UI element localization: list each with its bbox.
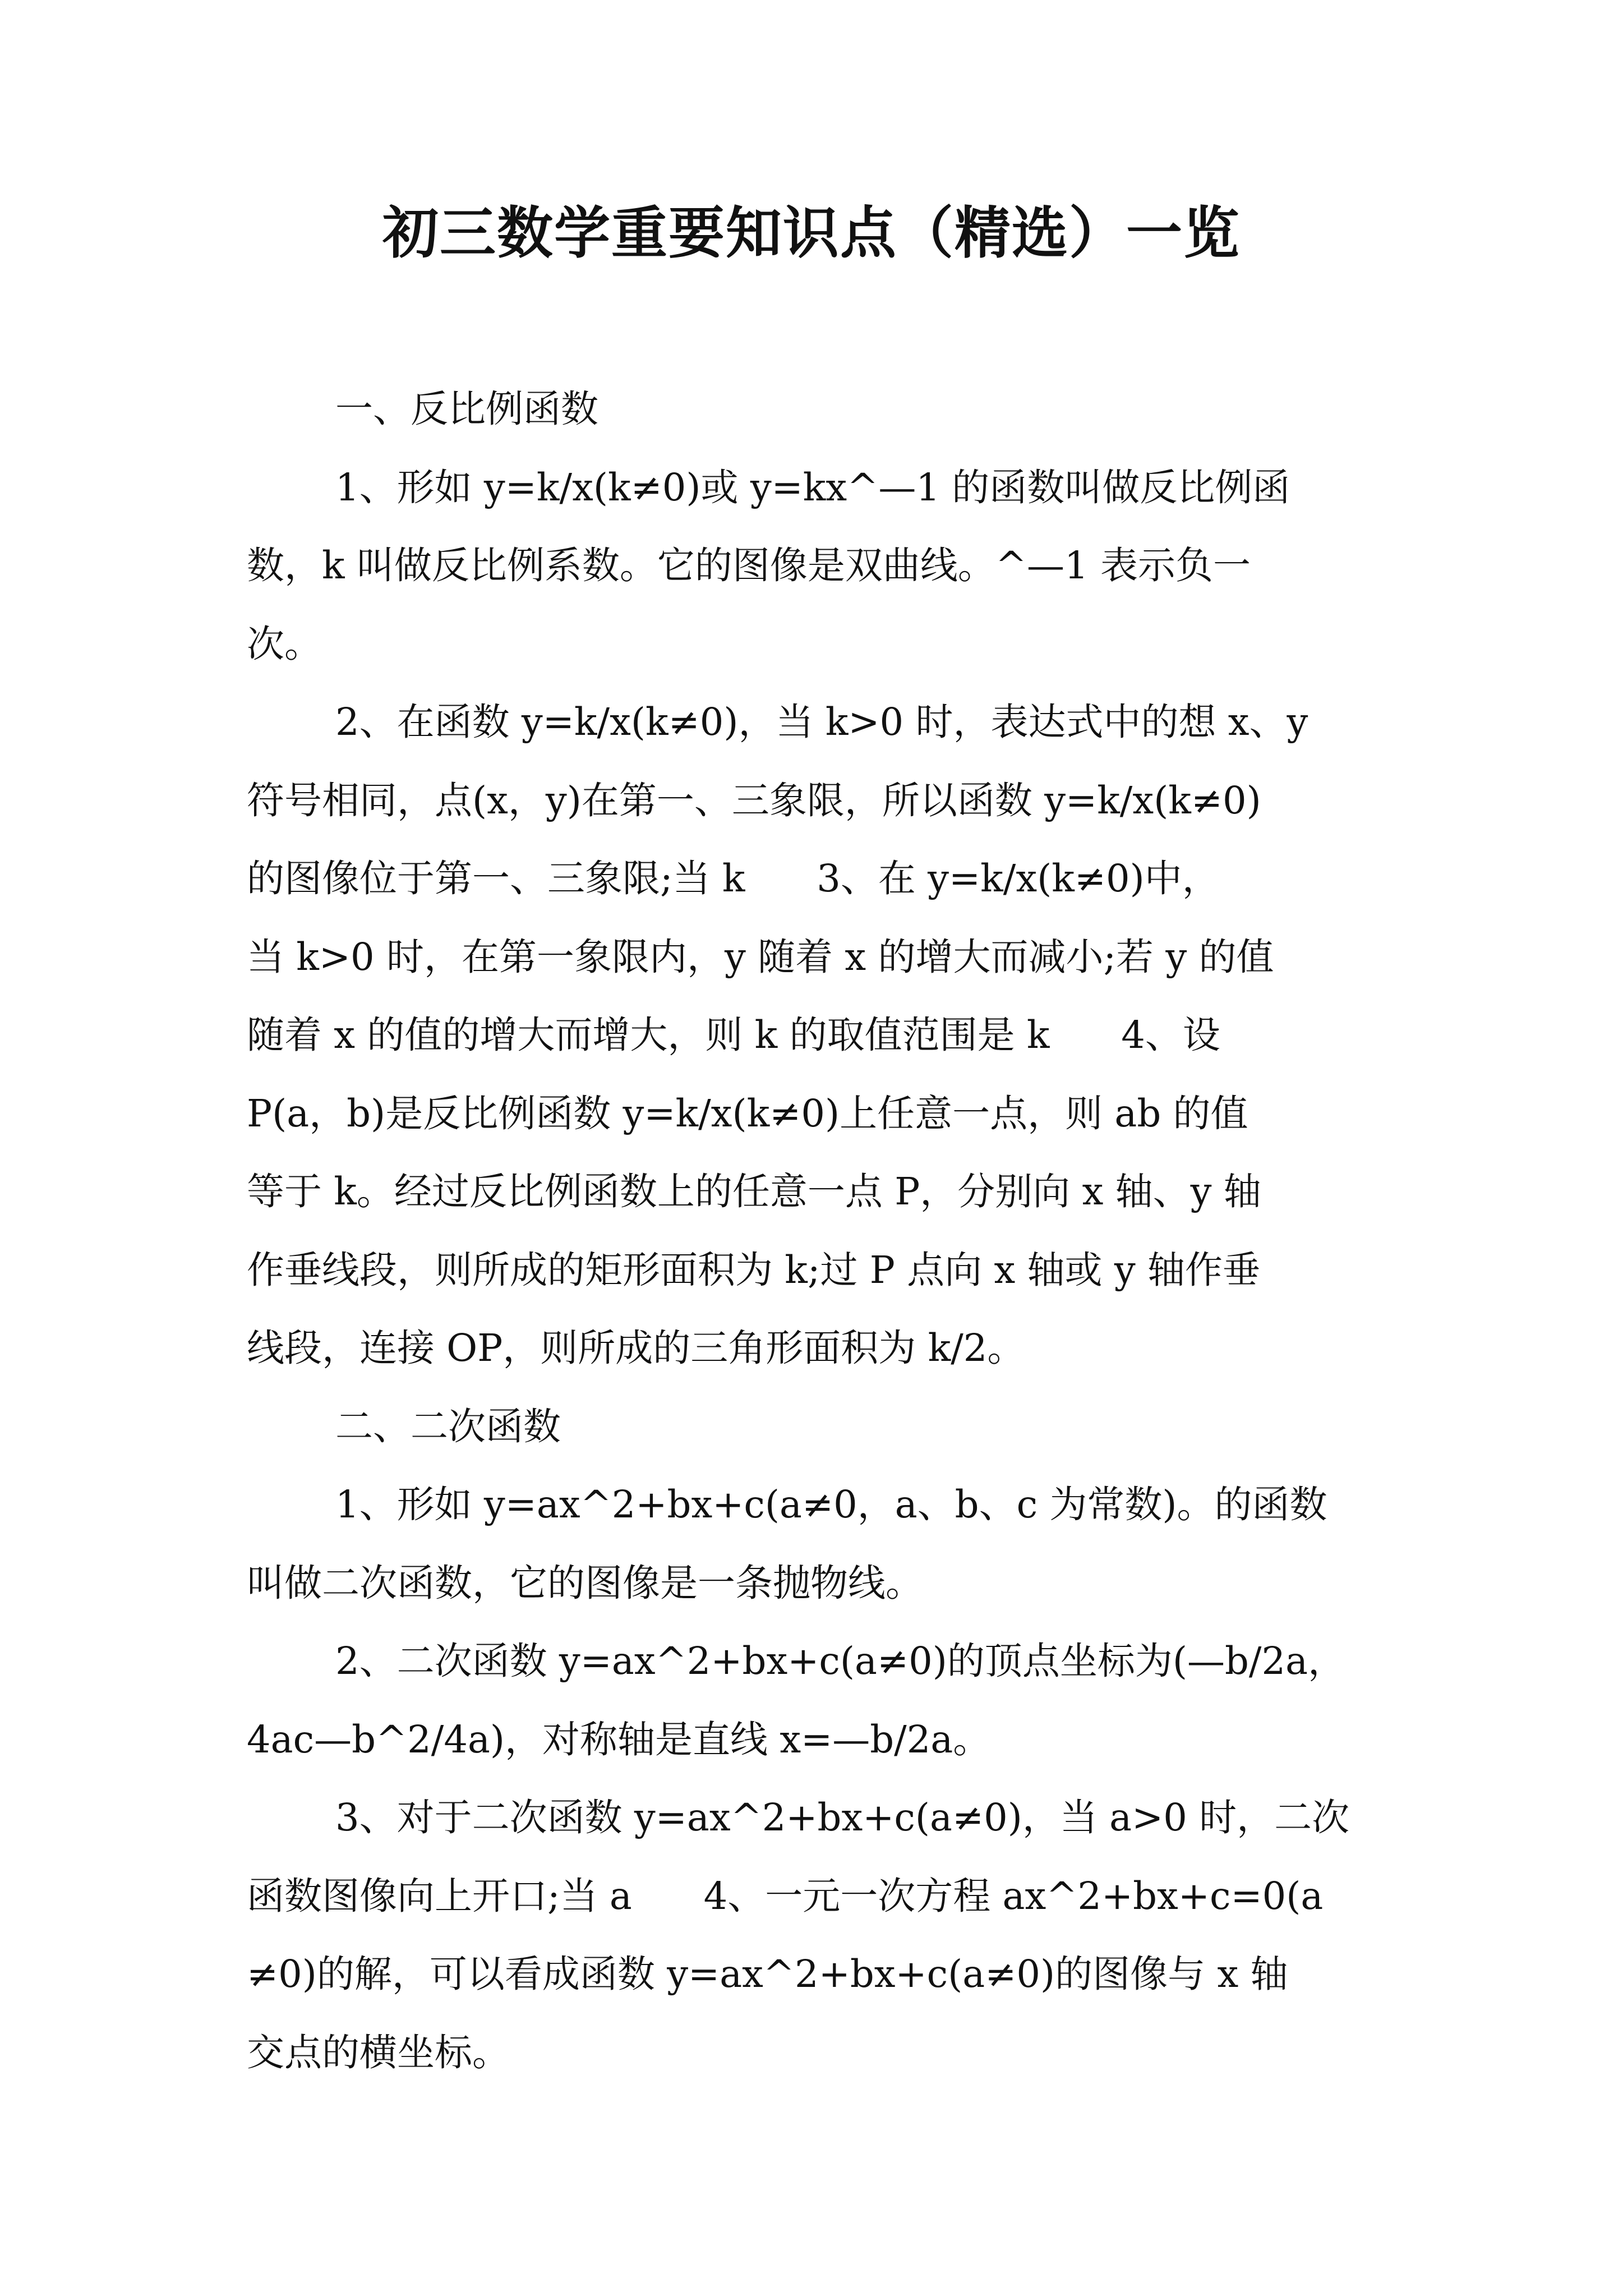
paragraph-line: 交点的横坐标。 bbox=[247, 2030, 510, 2074]
paragraph-line: 随着 x 的值的增大而增大，则 k 的取值范围是 k 4、设 bbox=[247, 1013, 1220, 1057]
paragraph-line: 2、在函数 y=k/x(k≠0)，当 k>0 时，表达式中的想 x、y bbox=[335, 700, 1308, 744]
paragraph-line: 2、二次函数 y=ax^2+bx+c(a≠0)的顶点坐标为(—b/2a， bbox=[335, 1639, 1346, 1683]
paragraph-line: 1、形如 y=k/x(k≠0)或 y=kx^—1 的函数叫做反比例函 bbox=[335, 465, 1290, 509]
paragraph-line: 作垂线段，则所成的矩形面积为 k;过 P 点向 x 轴或 y 轴作垂 bbox=[247, 1248, 1260, 1292]
paragraph-line: 的图像位于第一、三象限;当 k 3、在 y=k/x(k≠0)中， bbox=[247, 857, 1220, 900]
paragraph-line: P(a，b)是反比例函数 y=k/x(k≠0)上任意一点，则 ab 的值 bbox=[247, 1091, 1248, 1135]
section-heading-inverse-proportion: 一、反比例函数 bbox=[335, 387, 598, 431]
paragraph-line: 函数图像向上开口;当 a 4、一元一次方程 ax^2+bx+c=0(a bbox=[247, 1874, 1324, 1918]
paragraph-line: 3、对于二次函数 y=ax^2+bx+c(a≠0)，当 a>0 时，二次 bbox=[335, 1796, 1350, 1839]
paragraph-line: 数，k 叫做反比例系数。它的图像是双曲线。^—1 表示负一 bbox=[247, 544, 1251, 587]
document-title: 初三数学重要知识点（精选）一览 bbox=[382, 200, 1241, 266]
document-body bbox=[247, 370, 1391, 2092]
paragraph-line: 1、形如 y=ax^2+bx+c(a≠0，a、b、c 为常数)。的函数 bbox=[335, 1483, 1327, 1526]
section-heading-quadratic: 二、二次函数 bbox=[335, 1404, 561, 1448]
paragraph-line: 等于 k。经过反比例函数上的任意一点 P，分别向 x 轴、y 轴 bbox=[247, 1170, 1261, 1213]
paragraph-line: 符号相同，点(x，y)在第一、三象限，所以函数 y=k/x(k≠0) bbox=[247, 778, 1261, 822]
paragraph-line: 线段，连接 OP，则所成的三角形面积为 k/2。 bbox=[247, 1326, 1025, 1370]
paragraph-line: 次。 bbox=[247, 622, 322, 666]
paragraph-line: 叫做二次函数，它的图像是一条抛物线。 bbox=[247, 1561, 923, 1605]
paragraph-line: 4ac—b^2/4a)，对称轴是直线 x=—b/2a。 bbox=[247, 1717, 991, 1761]
paragraph-line: 当 k>0 时，在第一象限内，y 随着 x 的增大而减小;若 y 的值 bbox=[247, 935, 1274, 979]
paragraph-line: ≠0)的解，可以看成函数 y=ax^2+bx+c(a≠0)的图像与 x 轴 bbox=[247, 1952, 1288, 1996]
